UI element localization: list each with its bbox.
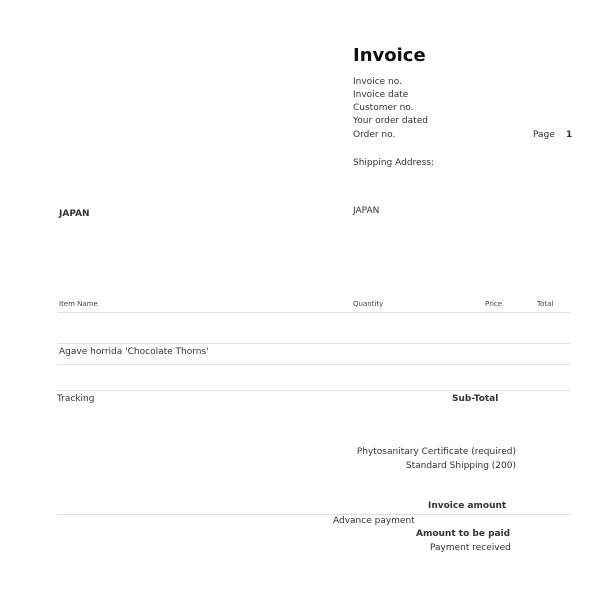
- column-header-quantity: Quantity: [353, 300, 384, 308]
- column-header-total: Total: [537, 300, 554, 308]
- table-row-item: Agave horrida 'Chocolate Thorns': [59, 347, 209, 357]
- tracking-label: Tracking: [57, 394, 95, 404]
- order-date-label: Your order dated: [353, 116, 428, 126]
- column-header-price: Price: [485, 300, 503, 308]
- fee-shipping: Standard Shipping (200): [405, 461, 516, 471]
- customer-number-label: Customer no.: [353, 103, 414, 113]
- invoice-date-label: Invoice date: [353, 90, 409, 100]
- page-label: Page: [533, 130, 555, 140]
- shipping-country: JAPAN: [353, 206, 380, 216]
- row-divider-top: [57, 343, 571, 344]
- invoice-title: Invoice: [353, 45, 426, 66]
- payment-received-label: Payment received: [430, 543, 511, 553]
- table-header-divider: [57, 312, 571, 313]
- subtotal-label: Sub-Total: [452, 394, 499, 404]
- invoice-amount-label: Invoice amount: [428, 501, 507, 511]
- invoice-number-label: Invoice no.: [353, 77, 402, 87]
- row-divider-bottom: [57, 364, 571, 365]
- summary-divider: [57, 390, 571, 391]
- shipping-address-label: Shipping Address:: [353, 158, 434, 168]
- page-number: 1: [566, 130, 573, 140]
- fee-phytosanitary: Phytosanitary Certificate (required): [356, 447, 516, 457]
- amount-to-be-paid-label: Amount to be paid: [416, 529, 511, 539]
- column-header-item: Item Name: [59, 300, 98, 308]
- order-number-label: Order no.: [353, 130, 396, 140]
- advance-payment-label: Advance payment: [333, 516, 415, 526]
- invoice-amount-divider: [57, 514, 571, 515]
- billing-country: JAPAN: [59, 209, 90, 219]
